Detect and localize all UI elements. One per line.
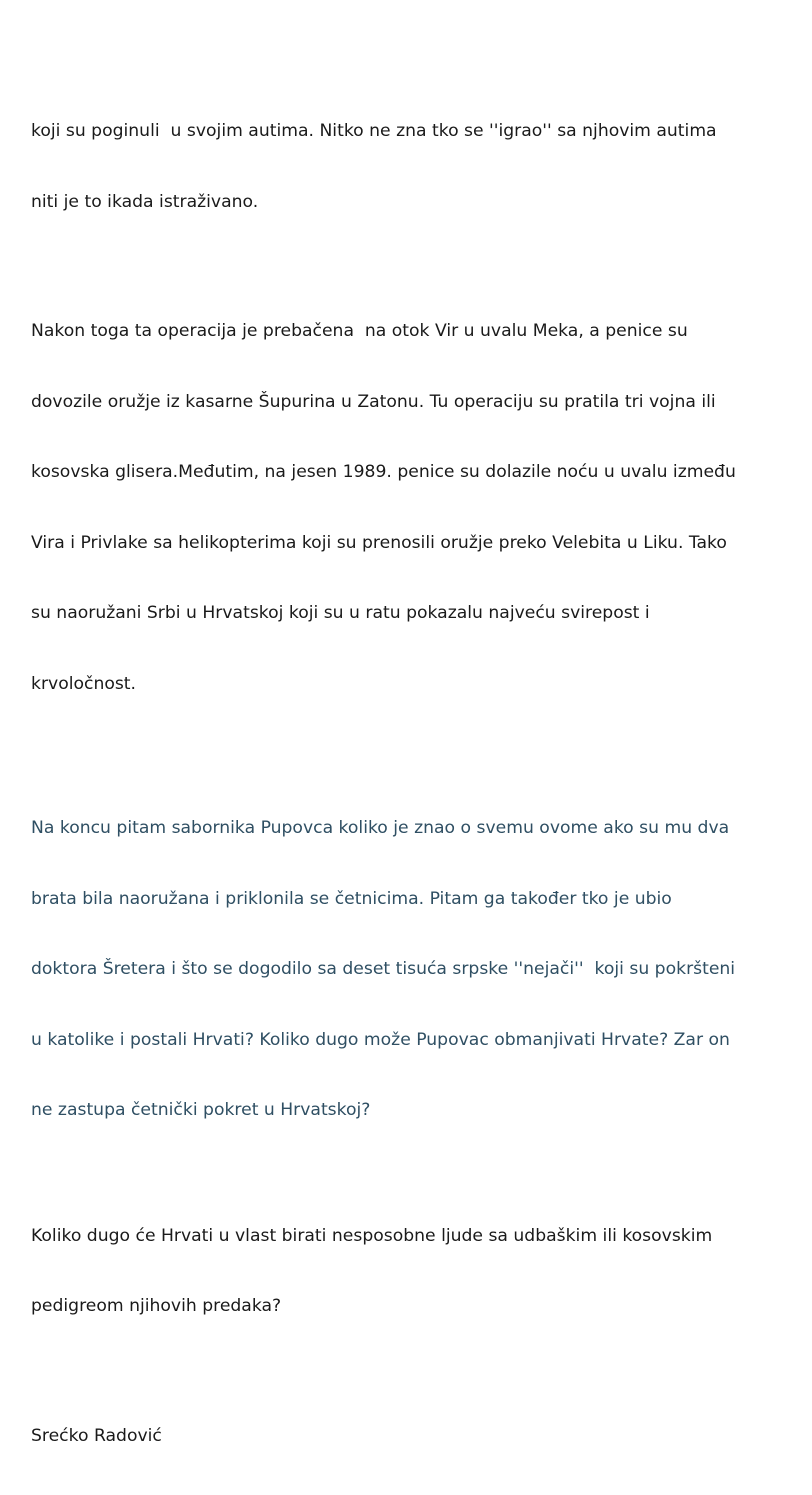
text-line: ne zastupa četnički pokret u Hrvatskoj?: [31, 1099, 791, 1123]
text-line: krvoločnost.: [31, 673, 791, 697]
text-line: u katolike i postali Hrvati? Koliko dugo može Pupovac obmanjivati Hrvate? Zar on: [31, 1029, 791, 1053]
text-line: su naoružani Srbi u Hrvatskoj koji su u ratu pokazalu najveću svirepost i: [31, 602, 791, 626]
text-line: brata bila naoružana i priklonila se četnicima. Pitam ga također tko je ubio: [31, 888, 791, 912]
text-line: doktora Šretera i što se dogodilo sa deset tisuća srpske ''nejači'' koji su pokršteni: [31, 958, 791, 982]
text-line: pedigreom njihovih predaka?: [31, 1295, 791, 1319]
text-line: koji su poginuli u svojim autima. Nitko ne zna tko se ''igrao'' sa njhovim autima: [31, 120, 791, 144]
paragraph-closing-question: [31, 1178, 791, 1366]
text-line: Koliko dugo će Hrvati u vlast birati nesposobne ljude sa udbaškim ili kosovskim: [31, 1225, 791, 1249]
text-line: niti je to ikada istraživano.: [31, 191, 791, 215]
text-line: Nakon toga ta operacija je prebačena na otok Vir u uvalu Meka, a penice su: [31, 320, 791, 344]
text-line: dovozile oružje iz kasarne Šupurina u Zatonu. Tu operaciju su pratila tri vojna ili: [31, 391, 791, 415]
text-line: Vira i Privlake sa helikopterima koji su prenosili oružje preko Velebita u Liku. Tako: [31, 532, 791, 556]
paragraph-operation-vir: [31, 273, 791, 743]
paragraph-question-pupovac: [31, 770, 791, 1170]
document-body: [31, 73, 791, 1495]
text-line: kosovska glisera.Međutim, na jesen 1989. penice su dolazile noću u uvalu između: [31, 461, 791, 485]
author-name: Srećko Radović: [31, 1425, 791, 1449]
author-signature: [31, 1378, 791, 1495]
paragraph-victims-cars: [31, 73, 791, 261]
text-line: Na koncu pitam sabornika Pupovca koliko je znao o svemu ovome ako su mu dva: [31, 817, 791, 841]
